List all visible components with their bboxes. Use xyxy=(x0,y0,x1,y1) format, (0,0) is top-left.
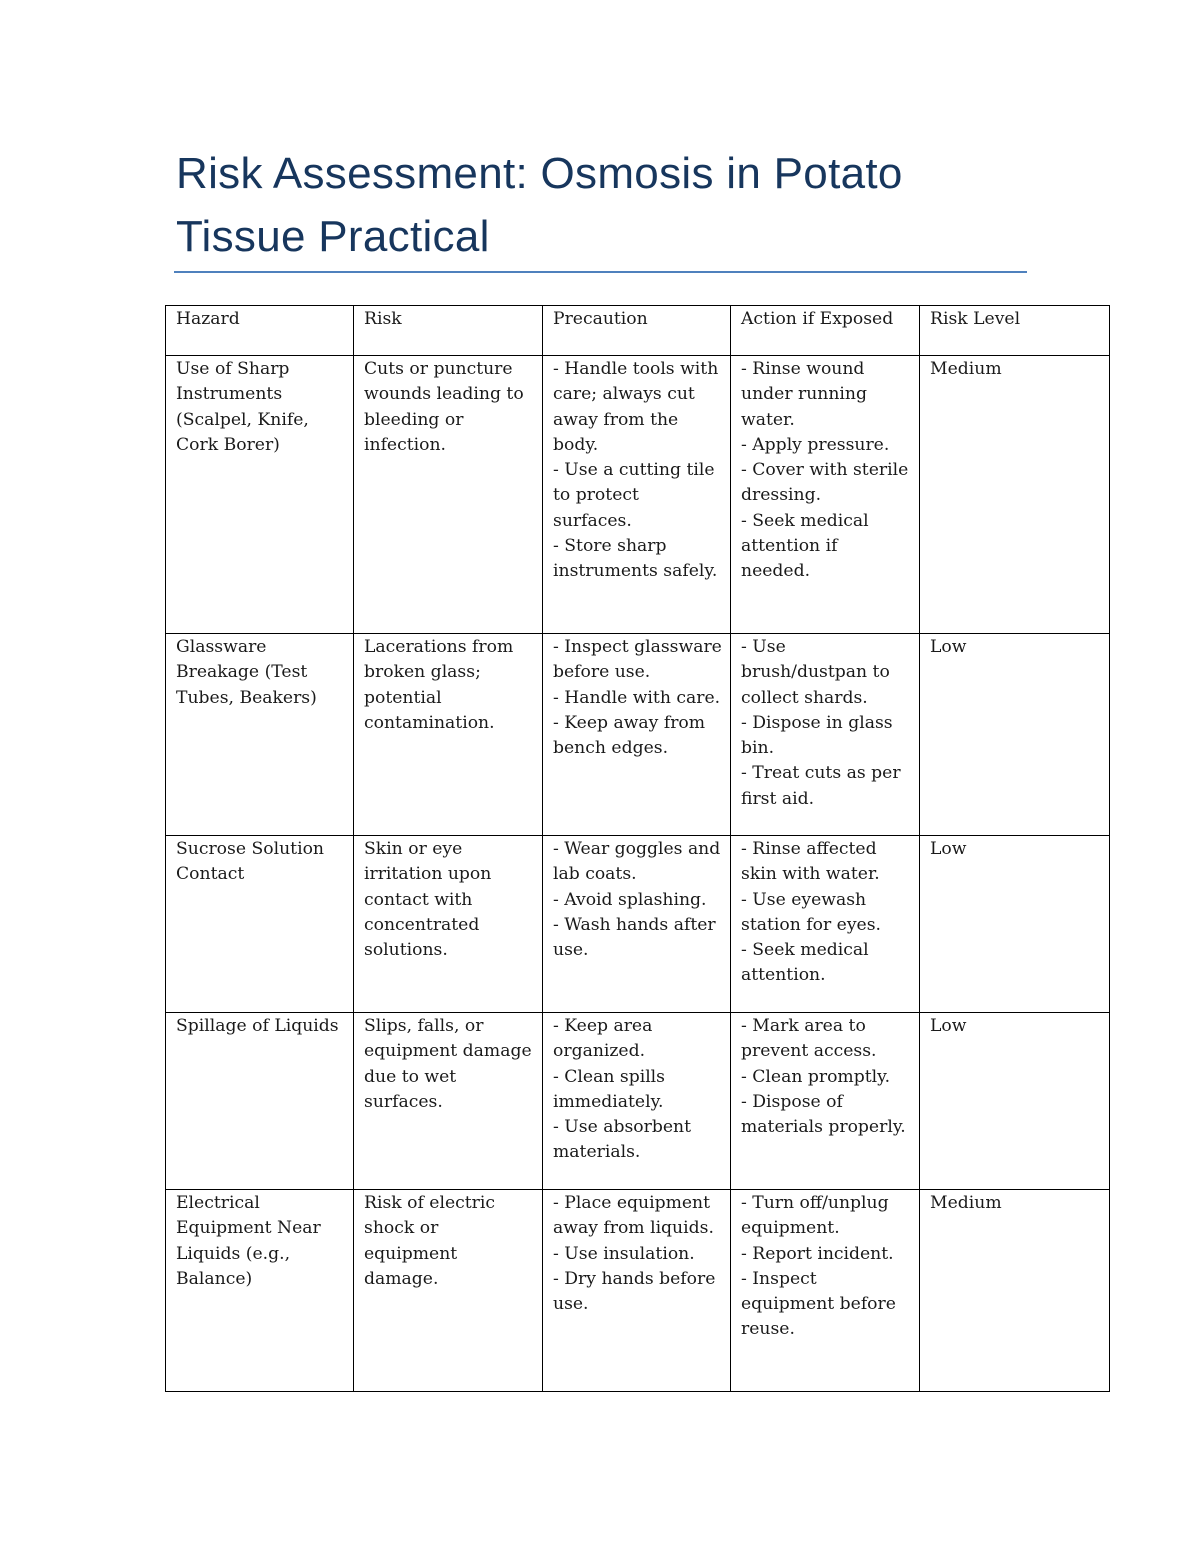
action-item: - Inspect equipment before reuse. xyxy=(741,1268,896,1340)
hazard-cell: Use of Sharp Instruments (Scalpel, Knife, Cork Borer) xyxy=(166,356,354,634)
risk-cell: Cuts or puncture wounds leading to bleeding or infection. xyxy=(354,356,543,634)
action-item: - Seek medical attention if needed. xyxy=(741,510,869,582)
precaution-item: - Store sharp instruments safely. xyxy=(553,536,718,582)
precaution-cell xyxy=(543,356,731,634)
action-cell xyxy=(731,356,920,634)
risk-level-cell: Low xyxy=(920,634,1110,836)
precaution-item: - Inspect glassware before use. xyxy=(553,637,722,683)
risk-level-cell: Medium xyxy=(920,356,1110,634)
document-title-line-2: Tissue Practical xyxy=(176,212,490,261)
table-row xyxy=(166,1013,1110,1190)
action-item: - Report incident. xyxy=(741,1243,894,1264)
risk-level-cell: Medium xyxy=(920,1190,1110,1392)
precaution-item: - Use insulation. xyxy=(553,1243,695,1264)
header-hazard: Hazard xyxy=(166,306,354,356)
action-item: - Dispose in glass bin. xyxy=(741,712,893,759)
action-cell xyxy=(731,1190,920,1392)
action-item: - Seek medical attention. xyxy=(741,940,869,986)
header-action-if-exposed: Action if Exposed xyxy=(731,306,920,356)
precaution-cell xyxy=(543,1190,731,1392)
precaution-item: - Handle tools with care; always cut away from the body. xyxy=(553,359,719,455)
table-header-row xyxy=(166,306,1110,356)
table-row xyxy=(166,634,1110,836)
hazard-cell: Electrical Equipment Near Liquids (e.g., Balance) xyxy=(166,1190,354,1392)
header-risk-level: Risk Level xyxy=(920,306,1110,356)
risk-cell: Lacerations from broken glass; potential contamination. xyxy=(354,634,543,836)
precaution-cell xyxy=(543,1013,731,1190)
action-cell xyxy=(731,836,920,1013)
header-precaution: Precaution xyxy=(543,306,731,356)
risk-assessment-table xyxy=(165,305,1110,1392)
risk-cell: Slips, falls, or equipment damage due to wet surfaces. xyxy=(354,1013,543,1190)
precaution-item: - Dry hands before use. xyxy=(553,1268,716,1315)
precaution-item: - Wear goggles and lab coats. xyxy=(553,839,721,885)
action-cell xyxy=(731,1013,920,1190)
document-title xyxy=(176,142,1036,268)
precaution-item: - Place equipment away from liquids. xyxy=(553,1193,714,1239)
action-item: - Use eyewash station for eyes. xyxy=(741,889,881,935)
hazard-cell: Spillage of Liquids xyxy=(166,1013,354,1190)
precaution-item: - Keep away from bench edges. xyxy=(553,712,706,759)
action-item: - Clean promptly. xyxy=(741,1066,891,1087)
risk-cell: Risk of electric shock or equipment damage. xyxy=(354,1190,543,1392)
table-row xyxy=(166,836,1110,1013)
header-risk: Risk xyxy=(354,306,543,356)
precaution-item: - Use absorbent materials. xyxy=(553,1117,691,1163)
risk-cell: Skin or eye irritation upon contact with concentrated solutions. xyxy=(354,836,543,1013)
title-underline-divider xyxy=(174,271,1027,273)
precaution-item: - Handle with care. xyxy=(553,687,721,708)
action-item: - Rinse wound under running water. xyxy=(741,359,867,430)
precaution-cell xyxy=(543,634,731,836)
precaution-item: - Clean spills immediately. xyxy=(553,1066,666,1112)
action-cell xyxy=(731,634,920,836)
action-item: - Apply pressure. xyxy=(741,434,890,455)
hazard-cell: Sucrose Solution Contact xyxy=(166,836,354,1013)
action-item: - Treat cuts as per first aid. xyxy=(741,763,901,809)
table-row xyxy=(166,1190,1110,1392)
precaution-item: - Avoid splashing. xyxy=(553,889,707,910)
precaution-item: - Keep area organized. xyxy=(553,1016,653,1062)
action-item: - Rinse affected skin with water. xyxy=(741,839,880,885)
risk-level-cell: Low xyxy=(920,1013,1110,1190)
precaution-item: - Use a cutting tile to protect surfaces. xyxy=(553,460,715,531)
action-item: - Use brush/dustpan to collect shards. xyxy=(741,637,890,708)
action-item: - Turn off/unplug equipment. xyxy=(741,1193,889,1239)
precaution-cell xyxy=(543,836,731,1013)
document-title-line-1: Risk Assessment: Osmosis in Potato xyxy=(176,149,903,198)
table-row xyxy=(166,356,1110,634)
action-item: - Mark area to prevent access. xyxy=(741,1016,877,1062)
action-item: - Dispose of materials properly. xyxy=(741,1091,906,1138)
precaution-item: - Wash hands after use. xyxy=(553,914,716,961)
risk-level-cell: Low xyxy=(920,836,1110,1013)
action-item: - Cover with sterile dressing. xyxy=(741,460,909,506)
hazard-cell: Glassware Breakage (Test Tubes, Beakers) xyxy=(166,634,354,836)
